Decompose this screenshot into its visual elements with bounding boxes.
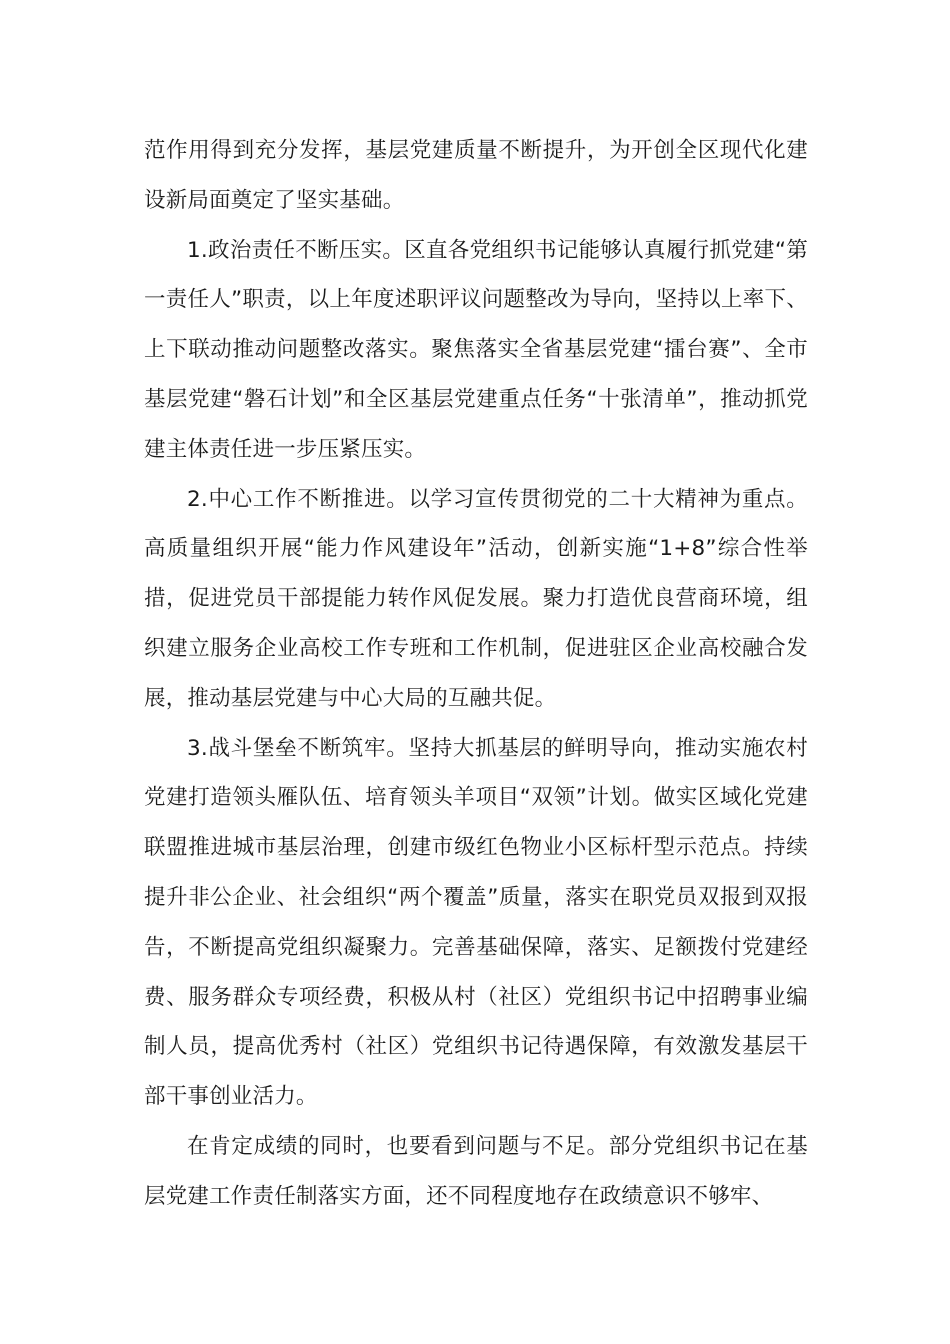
paragraph-continuation: 范作用得到充分发挥，基层党建质量不断提升，为开创全区现代化建设新局面奠定了坚实基础。 bbox=[144, 138, 808, 213]
paragraph-problems: 在肯定成绩的同时，也要看到问题与不足。部分党组织书记在基层党建工作责任制落实方面，还不同程度地存在政绩意识不够牢、 bbox=[144, 1133, 808, 1209]
paragraph-central-work: 2.中心工作不断推进。以学习宣传贯彻党的二十大精神为重点。高质量组织开展“能力作风建设年”活动，创新实施“1+8”综合性举措，促进党员干部提能力转作风促发展。聚力打造优良营商环境，组织建立服务企业高校工作专班和工作机制，促进驻区企业高校融合发展，推动基层党建与中心大局的互融共促。 bbox=[144, 486, 808, 711]
document-body bbox=[144, 126, 808, 1222]
paragraph-fighting-fortress: 3.战斗堡垒不断筑牢。坚持大抓基层的鲜明导向，推动实施农村党建打造领头雁队伍、培育领头羊项目“双领”计划。做实区域化党建联盟推进城市基层治理，创建市级红色物业小区标杆型示范点。持续提升非公企业、社会组织“两个覆盖”质量，落实在职党员双报到双报告，不断提高党组织凝聚力。完善基础保障，落实、足额拨付党建经费、服务群众专项经费，积极从村（社区）党组织书记中招聘事业编制人员，提高优秀村（社区）党组织书记待遇保障，有效激发基层干部干事创业活力。 bbox=[144, 735, 808, 1110]
paragraph-political-responsibility: 1.政治责任不断压实。区直各党组织书记能够认真履行抓党建“第一责任人”职责，以上年度述职评议问题整改为导向，坚持以上率下、上下联动推动问题整改落实。聚焦落实全省基层党建“擂台赛”、全市基层党建“磐石计划”和全区基层党建重点任务“十张清单”，推动抓党建主体责任进一步压紧压实。 bbox=[144, 237, 808, 462]
